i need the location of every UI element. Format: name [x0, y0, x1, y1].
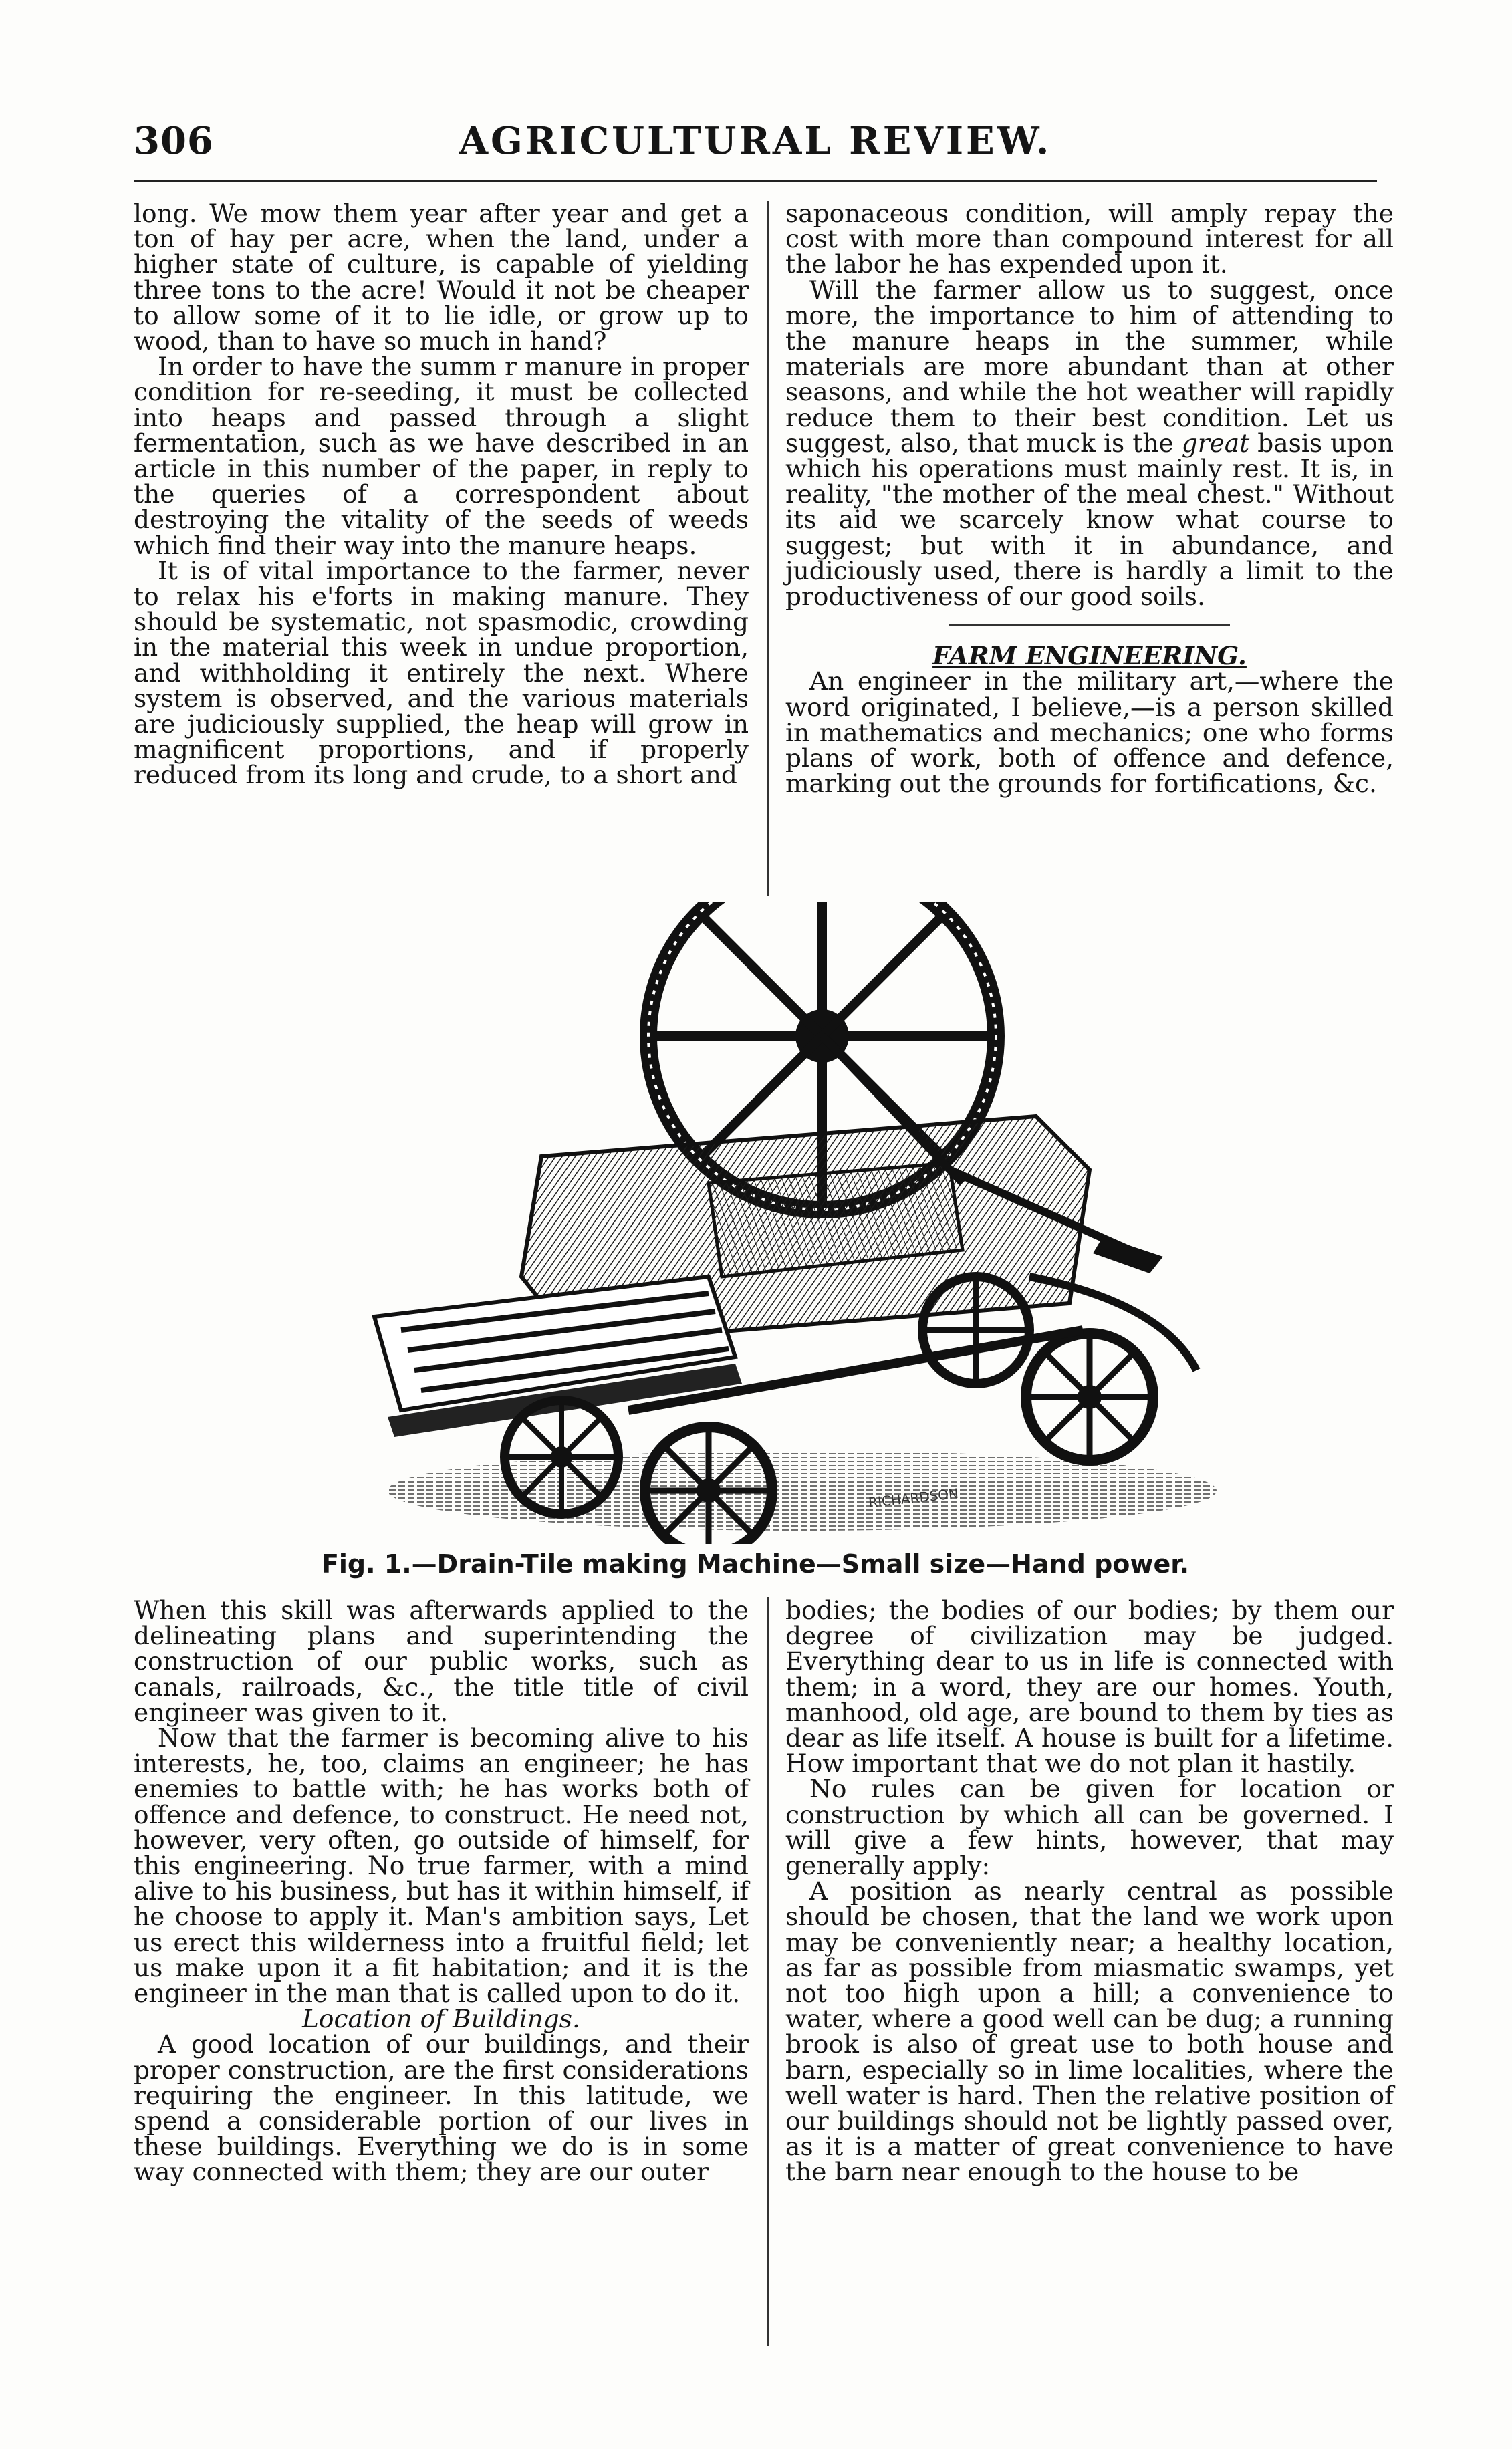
side-wheel [922, 1277, 1029, 1384]
paragraph [785, 277, 1394, 610]
column-divider [767, 201, 769, 896]
paragraph: saponaceous condition, will amply repay the cost with more than compound interest for all the labor he has expended upon it. [785, 199, 1394, 279]
page-number: 306 [134, 119, 214, 163]
section-subheading: Location of Buildings. [302, 2004, 580, 2034]
header-rule [134, 180, 1377, 182]
column-bottom-left [134, 1597, 749, 2185]
front-wheel-right [1026, 1333, 1153, 1460]
paragraph: In order to have the summ r manure in proper condition for re-seeding, it must be collected into heaps and passed through a slight fermentation, such as we have described in an article in this number of the paper, in reply to the queries of a correspondent about destroying the vitality of the seeds of weeds which find their way into the manure heaps. [134, 352, 749, 560]
paragraph-text: basis upon which his operations must mainly rest. It is, in reality, "the mother of the meal chest." Without its aid we scarcely know what course to suggest; but with it in abundance, and judiciously used, there is hardly a limit to the productiveness of our good soils. [785, 428, 1394, 612]
section-rule [949, 624, 1230, 626]
section-heading: FARM ENGINEERING. [932, 641, 1247, 671]
emphasis-text: great [1181, 428, 1250, 458]
paragraph: No rules can be given for location or construction by which all can be governed. I will give a few hints, however, that may generally apply: [785, 1774, 1394, 1881]
drain-tile-machine-illustration [361, 902, 1230, 1544]
column-bottom-right [785, 1597, 1394, 2185]
page-header [134, 119, 1377, 172]
column-top-right [785, 199, 1394, 799]
paragraph: An engineer in the military art,—where the word originated, I believe,—is a person skilled in mathematics and mechanics; one who forms plans of work, both of offence and defence, marking out the grounds for fortifications, &c. [785, 666, 1394, 799]
column-divider [767, 1597, 769, 2346]
paragraph: It is of vital importance to the farmer, never to relax his e'forts in making manure. They should be systematic, not spasmodic, crowding in the material this week in undue proportion, and withholding it entirely the next. Where system is observed, and the various materials are judiciously supplied, the heap will grow in magnificent proportions, and if properly reduced from its long and crude, to a short and [134, 555, 749, 790]
paragraph: Now that the farmer is becoming alive to his interests, he, too, claims an engineer; he has enemies to battle with; he has works both of offence and defence, to construct. He need not, however, very often, go outside of himself, for this engineering. No true farmer, with a mind alive to his business, but has it within himself, if he choose to apply it. Man's ambition says, Let us erect this wilderness into a fruitful field; let us make upon it a fit habitation; and it is the engineer in the man that is called upon to do it. [134, 1723, 749, 2009]
paragraph: A position as nearly central as possible should be chosen, that the land we work upon may be conveniently near; a healthy location, as far as possible from miasmatic swamps, yet not too high upon a hill; a convenience to water, where a good well can be dug; a running brook is also of great use to both house and barn, especially so in lime localities, where the well water is hard. Then the relative position of our buildings should not be lightly passed over, as it is a matter of great convenience to have the barn near enough to the house to be [785, 1876, 1394, 2187]
paragraph: When this skill was afterwards applied to the delineating plans and superintending the construction of our public works, such as canals, railroads, &c., the title title of civil engineer was given to it. [134, 1595, 749, 1727]
paragraph: long. We mow them year after year and get a ton of hay per acre, when the land, under a higher state of culture, is capable of yielding three tons to the acre! Would it not be cheaper to allow some of it to lie idle, or grow up to wood, than to have so much in hand? [134, 199, 749, 356]
engraver-mark: RICHARDSON [868, 1485, 959, 1511]
figure-caption: Fig. 1.—Drain-Tile making Machine—Small size—Hand power. [321, 1549, 1190, 1579]
column-top-left [134, 201, 749, 788]
paragraph-text: Will the farmer allow us to suggest, once more, the importance to him of attending to the manure heaps in the summer, while materials are more abundant than at other seasons, and while the hot weather will rapidly reduce them to their best condition. Let us suggest, also, that muck is the [785, 275, 1394, 458]
crank-handle [1093, 1237, 1163, 1273]
paragraph: A good location of our buildings, and their proper construction, are the first considerations requiring the engineer. In this latitude, we spend a considerable portion of our lives in these buildings. Everything we do is in some way connected with them; they are our outer [134, 2029, 749, 2187]
paragraph: bodies; the bodies of our bodies; by them our degree of civilization may be judged. Everything dear to us in life is connected with them; in a word, they are our homes. Youth, manhood, old age, are bound to them by ties as dear as life itself. A house is built for a lifetime. How important that we do not plan it hastily. [785, 1595, 1394, 1779]
rear-wheel [505, 1400, 618, 1514]
running-title: AGRICULTURAL REVIEW. [459, 119, 1052, 163]
